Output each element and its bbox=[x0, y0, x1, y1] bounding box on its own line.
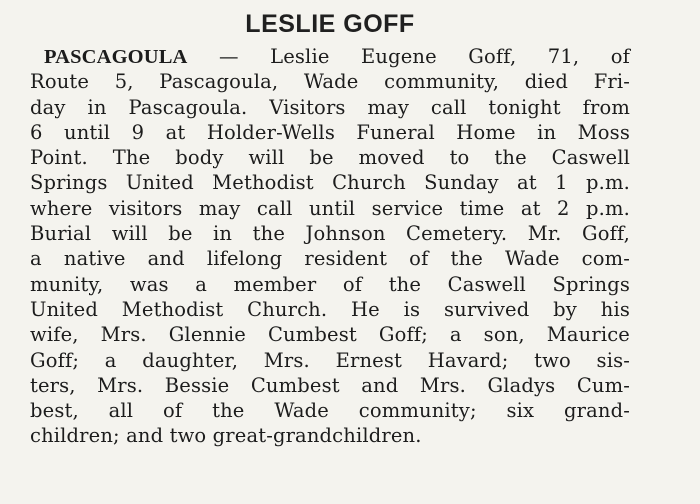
dateline: PASCAGOULA bbox=[44, 46, 188, 68]
text-line-15: best, all of the Wade community; six grand- bbox=[30, 399, 630, 423]
text-line-12: wife, Mrs. Glennie Cumbest Goff; a son, Maurice bbox=[30, 323, 630, 347]
text-line-2: Route 5, Pascagoula, Wade community, died Fri- bbox=[30, 70, 630, 94]
text-line-13: Goff; a daughter, Mrs. Ernest Havard; two sis- bbox=[30, 348, 630, 372]
text-line-14: ters, Mrs. Bessie Cumbest and Mrs. Gladys Cum- bbox=[30, 373, 630, 397]
text-line-10: munity, was a member of the Caswell Springs bbox=[30, 272, 630, 296]
text-line-8: Burial will be in the Johnson Cemetery. Mr. Goff, bbox=[30, 222, 630, 246]
text-line-11: United Methodist Church. He is survived by his bbox=[30, 297, 630, 321]
text-line-4: 6 until 9 at Holder-Wells Funeral Home in Moss bbox=[30, 120, 630, 144]
obituary-body bbox=[30, 44, 630, 449]
text-line-9: a native and lifelong resident of the Wade com- bbox=[30, 247, 630, 271]
text-line-5: Point. The body will be moved to the Caswell bbox=[30, 146, 630, 170]
text-line-3: day in Pascagoula. Visitors may call tonight from bbox=[30, 95, 630, 119]
obituary-headline: LESLIE GOFF bbox=[245, 10, 415, 38]
text-line-16: children; and two great-grandchildren. bbox=[30, 424, 422, 448]
text-line-6: Springs United Methodist Church Sunday at 1 p.m. bbox=[30, 171, 630, 195]
text-line-1: PASCAGOULA — Leslie Eugene Goff, 71, of bbox=[44, 45, 630, 68]
text-line-7: where visitors may call until service time at 2 p.m. bbox=[30, 196, 630, 220]
